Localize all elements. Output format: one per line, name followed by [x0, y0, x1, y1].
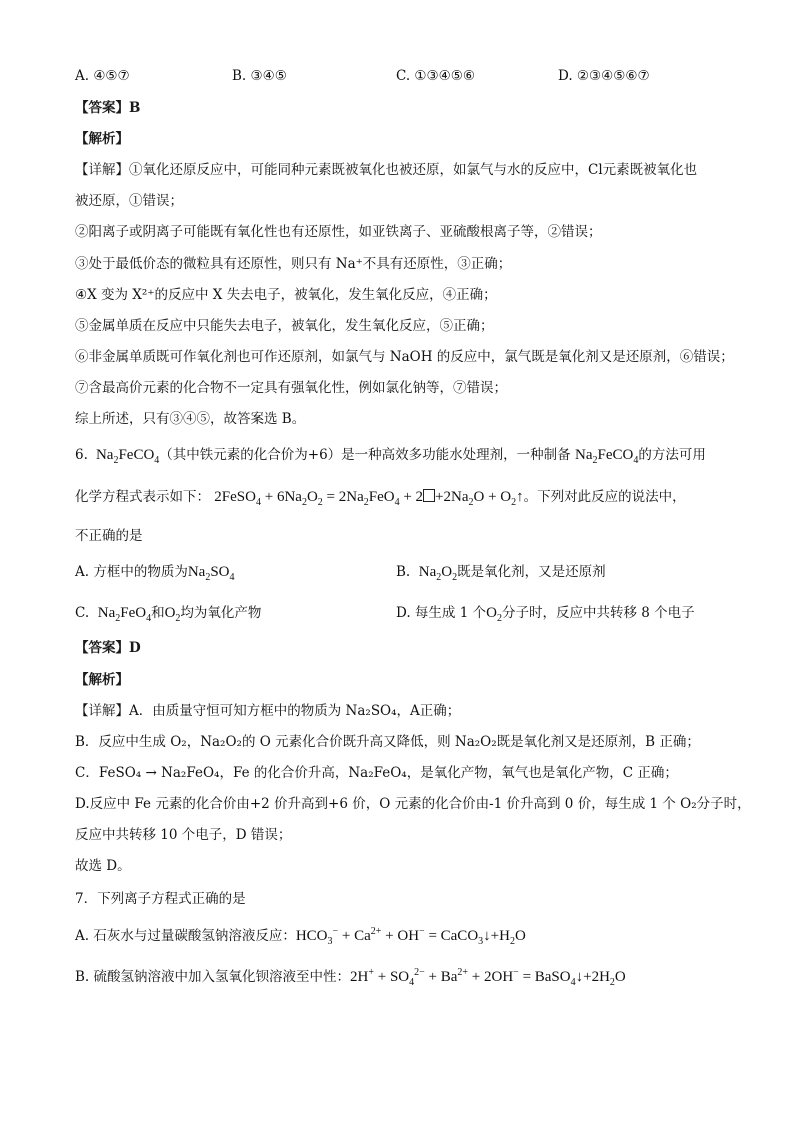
- q6-detail-line: 故选 D。: [75, 858, 131, 874]
- formula: $O_2$: [164, 605, 181, 624]
- q7-option-a: [75, 926, 526, 946]
- q6-stem-text: 化学方程式表示如下：: [75, 489, 210, 505]
- option-text: A. 方框中的物质为: [75, 564, 188, 580]
- q6-stem-text: 。下列对此反应的说法中，: [523, 489, 686, 505]
- q5-detail-line: ③处于最低价态的微粒具有还原性，则只有 Na⁺不具有还原性，③正确；: [75, 256, 512, 272]
- q5-detail-line: ⑦含最高价元素的化合物不一定具有强氧化性，例如氯化钠等，⑦错误；: [75, 380, 507, 396]
- formula: $O_2$: [486, 605, 502, 624]
- q5-option-d: D. ②③④⑤⑥⑦: [558, 68, 650, 84]
- option-text: B. 硫酸氢钠溶液中加入氢氧化钡溶液至中性：: [75, 969, 351, 985]
- option-text: A. 石灰水与过量碳酸氢钠溶液反应：: [75, 928, 296, 944]
- q5-detail-line: ⑥非金属单质既可作氧化剂也可作还原剂，如氯气与 NaOH 的反应中，氯气既是氧化剂又是还原剂，⑥错误；: [75, 349, 734, 365]
- option-text: D. 每生成 1 个: [396, 605, 487, 621]
- q6-detail-line: B．反应中生成 O₂，Na₂O₂的 O 元素化合价既升高又降低，则 Na₂O₂既是氧化剂又是还原剂，B 正确；: [75, 734, 700, 750]
- q5-analysis-label: 【解析】: [75, 131, 129, 147]
- q5-option-a: A. ④⑤⑦: [75, 68, 130, 84]
- q6-detail-line: 反应中共转移 10 个电子，D 错误；: [75, 827, 292, 843]
- q6-option-a: [75, 562, 235, 582]
- q6-stem-line-2: [75, 487, 686, 507]
- option-text: 分子时，反应中共转移 8 个电子: [501, 605, 695, 621]
- q6-stem-line-3: 不正确的是: [75, 528, 143, 544]
- q6-analysis-label: 【解析】: [75, 672, 129, 688]
- q7-option-b: [75, 967, 626, 987]
- q5-answer: 【答案】B: [75, 100, 141, 116]
- formula: $Na_2FeCO_4$: [92, 447, 160, 466]
- formula: $Na_2SO_4$: [187, 564, 235, 583]
- q6-detail-line: C．FeSO₄ → Na₂FeO₄，Fe 的化合价升高，Na₂FeO₄，是氧化产物，氧气也是氧化产物，C 正确；: [75, 765, 678, 781]
- q7-stem: 7．下列离子方程式正确的是: [75, 891, 246, 907]
- q5-detail-line: 被还原，①错误；: [75, 193, 183, 209]
- q6-detail-line: 【详解】A．由质量守恒可知方框中的物质为 Na₂SO₄，A正确；: [75, 703, 461, 719]
- q6-answer: 【答案】D: [75, 640, 141, 656]
- formula: $Na_2FeCO_4$: [574, 447, 639, 466]
- formula: $Na_2O_2$: [418, 564, 458, 583]
- q6-stem-line-1: [75, 445, 706, 465]
- option-text: 和: [151, 605, 165, 621]
- q6-detail-line: D.反应中 Fe 元素的化合价由+2 价升高到+6 价，O 元素的化合价由-1 价升高到 0 价，每生成 1 个 O₂分子时，: [75, 796, 751, 812]
- q5-detail-line: 【详解】①氧化还原反应中，可能同种元素既被氧化也被还原，如氯气与水的反应中，Cl元素既被氧化也: [75, 162, 698, 178]
- ionic-equation: $HCO_3^- + Ca^{2+} + OH^-$ = $CaCO_3↓+H_2O$: [295, 926, 526, 947]
- blank-box: [423, 489, 435, 502]
- q6-stem-text: （其中铁元素的化合价为+6）是一种高效多功能水处理剂，一种制备: [159, 447, 571, 463]
- q6-stem-text: 的方法可用: [638, 447, 706, 463]
- q6-number: 6.: [75, 447, 88, 463]
- q6-option-d: [396, 603, 695, 623]
- q5-option-c: C. ①③④⑤⑥: [396, 68, 475, 84]
- q6-option-c: C. $Na_2FeO_4$和$O_2$均为氧化产物: [75, 605, 262, 624]
- q5-option-b: B. ③④⑤: [232, 68, 287, 84]
- option-text: 既是氧化剂，又是还原剂: [457, 564, 606, 580]
- q5-detail-line: 综上所述，只有③④⑤，故答案选 B。: [75, 411, 306, 427]
- q6-option-b: B. $Na_2O_2$既是氧化剂，又是还原剂: [396, 564, 606, 583]
- q5-detail-line: ②阳离子或阴离子可能既有氧化性也有还原性，如亚铁离子、亚硫酸根离子等，②错误；: [75, 224, 602, 240]
- ionic-equation: $2H^+ + SO_4^{2-} + Ba^{2+} + 2OH^-$ = $BaSO_4↓+2H_2O$: [350, 967, 626, 988]
- formula: $Na_2FeO_4$: [97, 605, 152, 624]
- q5-detail-line: ④X 变为 X²⁺的反应中 X 失去电子，被氧化，发生氧化反应，④正确；: [75, 287, 497, 303]
- reaction-equation: 2FeSO$_4$ + $6Na_2O_2 = 2Na_2FeO_4 + 2 +2Na_2O$ + $O_2↑$: [214, 489, 524, 508]
- q5-detail-line: ⑤金属单质在反应中只能失去电子，被氧化，发生氧化反应，⑤正确；: [75, 318, 494, 334]
- option-text: 均为氧化产物: [180, 605, 262, 621]
